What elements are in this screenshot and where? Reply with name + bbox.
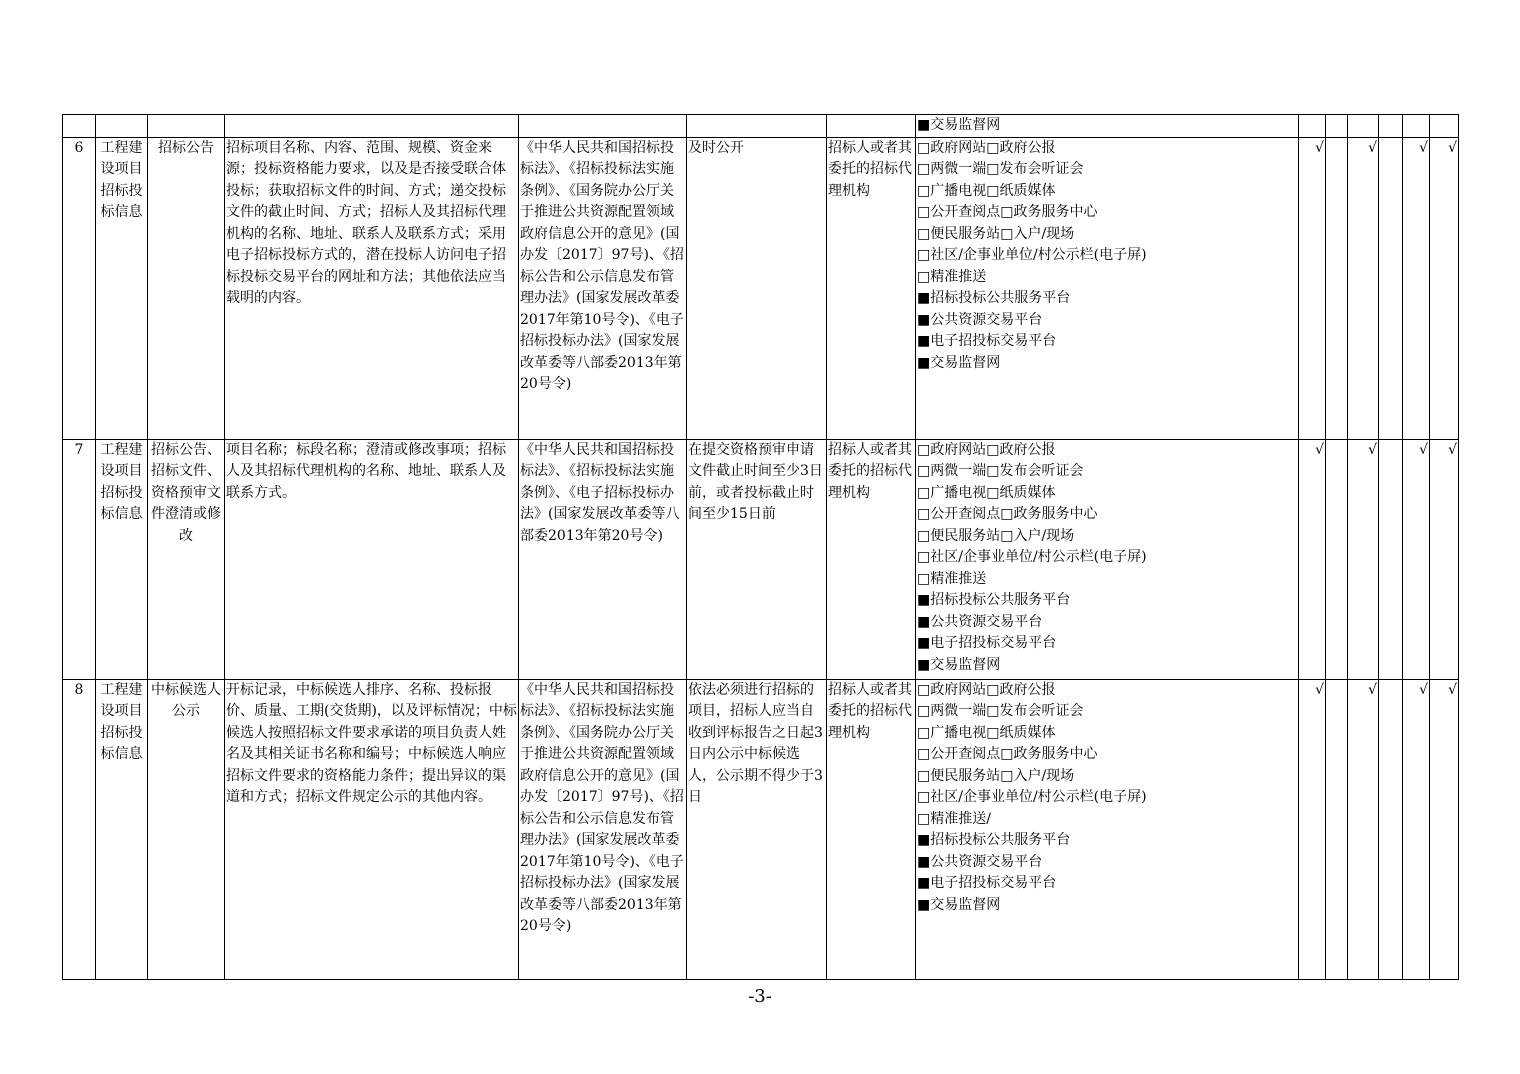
content-cell: 开标记录，中标候选人排序、名称、投标报价、质量、工期(交货期)，以及评标情况；中标候选人按照招标文件要求承诺的项目负责人姓名及其相关证书名称和编号；中标候选人响应招标文件要求的资格能力条件；提出异议的渠道和方式；招标文件规定公示的其他内容。 bbox=[225, 679, 519, 979]
check-mark bbox=[1326, 679, 1348, 979]
channels-cell bbox=[916, 137, 1299, 439]
channel-item: □社区/企事业单位/村公示栏(电子屏) bbox=[917, 789, 1147, 805]
channel-item: □公开查阅点□政务服务中心 bbox=[917, 506, 1098, 522]
channel-item: □公开查阅点□政务服务中心 bbox=[917, 746, 1098, 762]
channel-item: ■招标投标公共服务平台 bbox=[917, 290, 1071, 306]
channel-item: □便民服务站□入户/现场 bbox=[917, 225, 1075, 242]
channel-item: □社区/企事业单位/村公示栏(电子屏) bbox=[917, 549, 1147, 565]
timing-cell: 在提交资格预审申请文件截止时间至少3日前，或者投标截止时间至少15日前 bbox=[687, 439, 827, 679]
basis-cell: 《中华人民共和国招标投标法》、《招标投标法实施条例》、《国务院办公厅关于推进公共资源配置领域政府信息公开的意见》(国办发〔2017〕97号)、《招标公告和公示信息发布管理办法》(国家发展改革委2017年第10号令)、《电子招标投标办法》(国家发展改革委等八部委2013年第20号令) bbox=[519, 137, 687, 439]
check-mark bbox=[1326, 137, 1348, 439]
table-row bbox=[63, 439, 1459, 679]
row-number: 7 bbox=[63, 439, 96, 679]
timing-cell: 依法必须进行招标的项目，招标人应当自收到评标报告之日起3日内公示中标候选人，公示期不得少于3日 bbox=[687, 679, 827, 979]
disclosure-table bbox=[62, 114, 1459, 980]
channel-cell: ■交易监督网 bbox=[916, 115, 1299, 138]
channel-item: ■招标投标公共服务平台 bbox=[917, 832, 1071, 848]
channel-item: □精准推送 bbox=[917, 570, 987, 587]
subject-cell: 招标人或者其委托的招标代理机构 bbox=[827, 137, 916, 439]
category-cell: 工程建设项目招标投标信息 bbox=[96, 439, 148, 679]
channel-item: □广播电视□纸质媒体 bbox=[917, 484, 1056, 501]
channel-item: ■交易监督网 bbox=[917, 656, 1001, 673]
check-mark: √ bbox=[1348, 679, 1379, 979]
channels-cell bbox=[916, 679, 1299, 979]
subject-cell: 招标人或者其委托的招标代理机构 bbox=[827, 679, 916, 979]
check-mark: √ bbox=[1403, 679, 1430, 979]
table-row bbox=[63, 679, 1459, 979]
cell-empty bbox=[148, 115, 225, 138]
table-row-continuation bbox=[63, 115, 1459, 138]
check-mark: √ bbox=[1348, 137, 1379, 439]
channel-item: ■交易监督网 bbox=[917, 354, 1001, 371]
channel-item: ■电子招投标交易平台 bbox=[917, 875, 1057, 891]
check-mark bbox=[1379, 679, 1403, 979]
channels-cell bbox=[916, 439, 1299, 679]
channel-item: □政府网站□政府公报 bbox=[917, 441, 1056, 458]
content-cell: 项目名称；标段名称；澄清或修改事项；招标人及其招标代理机构的名称、地址、联系人及联系方式。 bbox=[225, 439, 519, 679]
channel-item: ■交易监督网 bbox=[917, 896, 1001, 913]
channel-item: ■电子招投标交易平台 bbox=[917, 635, 1057, 651]
item-cell: 招标公告、招标文件、资格预审文件澄清或修改 bbox=[148, 439, 225, 679]
channel-item: □两微一端□发布会听证会 bbox=[917, 161, 1084, 177]
check-mark bbox=[1379, 439, 1403, 679]
check-mark: √ bbox=[1348, 439, 1379, 679]
subject-cell: 招标人或者其委托的招标代理机构 bbox=[827, 439, 916, 679]
channel-item: □两微一端□发布会听证会 bbox=[917, 463, 1084, 479]
check-mark: √ bbox=[1430, 439, 1459, 679]
channel-item: ■公共资源交易平台 bbox=[917, 311, 1043, 328]
item-cell: 招标公告 bbox=[148, 137, 225, 439]
channel-item: □精准推送 bbox=[917, 268, 987, 285]
channel-item: ■公共资源交易平台 bbox=[917, 613, 1043, 630]
cell-empty bbox=[225, 115, 519, 138]
row-number: 8 bbox=[63, 679, 96, 979]
cell-empty bbox=[96, 115, 148, 138]
channel-item: □政府网站□政府公报 bbox=[917, 139, 1056, 156]
channel-item: □社区/企事业单位/村公示栏(电子屏) bbox=[917, 247, 1147, 263]
channel-item: □公开查阅点□政务服务中心 bbox=[917, 204, 1098, 220]
channel-item: □精准推送/ bbox=[917, 810, 991, 827]
basis-cell: 《中华人民共和国招标投标法》、《招标投标法实施条例》、《国务院办公厅关于推进公共资源配置领域政府信息公开的意见》(国办发〔2017〕97号)、《招标公告和公示信息发布管理办法》(国家发展改革委2017年第10号令)、《电子招标投标办法》(国家发展改革委等八部委2013年第20号令) bbox=[519, 679, 687, 979]
channel-item: ■公共资源交易平台 bbox=[917, 853, 1043, 870]
cell-empty bbox=[687, 115, 827, 138]
timing-cell: 及时公开 bbox=[687, 137, 827, 439]
channel-item: □便民服务站□入户/现场 bbox=[917, 527, 1075, 544]
page-number: -3- bbox=[748, 986, 772, 1007]
cell-empty bbox=[519, 115, 687, 138]
content-cell: 招标项目名称、内容、范围、规模、资金来源；投标资格能力要求，以及是否接受联合体投标；获取招标文件的时间、方式；递交投标文件的截止时间、方式；招标人及其招标代理机构的名称、地址、联系人及联系方式；采用电子招标投标方式的，潜在投标人访问电子招标投标交易平台的网址和方法；其他依法应当载明的内容。 bbox=[225, 137, 519, 439]
channel-item: □广播电视□纸质媒体 bbox=[917, 182, 1056, 199]
check-mark: √ bbox=[1430, 137, 1459, 439]
check-mark: √ bbox=[1403, 439, 1430, 679]
category-cell: 工程建设项目招标投标信息 bbox=[96, 679, 148, 979]
category-cell: 工程建设项目招标投标信息 bbox=[96, 137, 148, 439]
channel-item: □便民服务站□入户/现场 bbox=[917, 767, 1075, 784]
check-mark: √ bbox=[1299, 137, 1326, 439]
channel-item: □政府网站□政府公报 bbox=[917, 681, 1056, 698]
table-row bbox=[63, 137, 1459, 439]
check-mark: √ bbox=[1430, 679, 1459, 979]
item-cell: 中标候选人公示 bbox=[148, 679, 225, 979]
basis-cell: 《中华人民共和国招标投标法》、《招标投标法实施条例》、《电子招标投标办法》(国家发展改革委等八部委2013年第20号令) bbox=[519, 439, 687, 679]
cell-empty bbox=[827, 115, 916, 138]
channel-item: ■电子招投标交易平台 bbox=[917, 333, 1057, 349]
channel-item: □两微一端□发布会听证会 bbox=[917, 703, 1084, 719]
channel-item: □广播电视□纸质媒体 bbox=[917, 724, 1056, 741]
check-mark: √ bbox=[1299, 679, 1326, 979]
check-mark bbox=[1326, 439, 1348, 679]
channel-item: ■招标投标公共服务平台 bbox=[917, 592, 1071, 608]
row-number: 6 bbox=[63, 137, 96, 439]
check-mark bbox=[1379, 137, 1403, 439]
check-mark: √ bbox=[1403, 137, 1430, 439]
cell-empty bbox=[63, 115, 96, 138]
check-mark: √ bbox=[1299, 439, 1326, 679]
